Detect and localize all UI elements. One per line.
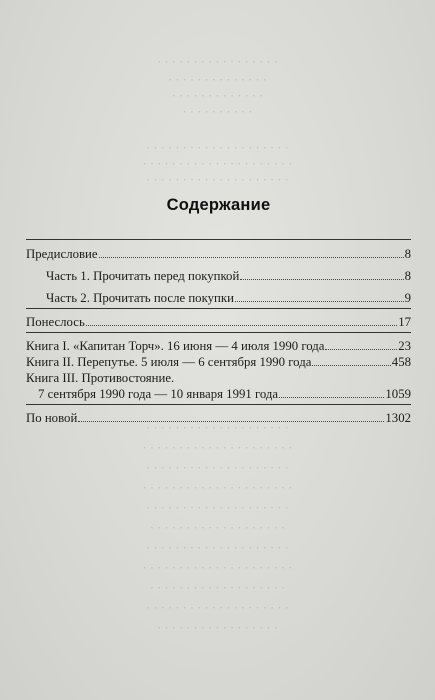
toc-entry-book1[interactable] [26, 338, 411, 354]
bleed-text: · · · · · · · · · · · · · · · · · · · · · [142, 481, 293, 495]
toc-entry-part2[interactable] [26, 290, 411, 306]
toc-entry-po-novoy[interactable] [26, 410, 411, 426]
leader-dots [86, 325, 397, 326]
bleed-text: · · · · · · · · · · · · · · · · · · · · [146, 541, 289, 555]
bleed-text: · · · · · · · · · · · · · · · · · · · · [146, 173, 289, 187]
toc-title: Содержание [166, 196, 271, 214]
table-of-contents [26, 196, 411, 426]
bleed-text: · · · · · · · · · · · · · · · · · · · [149, 581, 286, 595]
bleed-text: · · · · · · · · · · [182, 105, 253, 119]
bleed-text: · · · · · · · · · · · · · · · · · · · · [146, 601, 289, 615]
toc-entry-book2[interactable] [26, 354, 411, 370]
toc-entry-book3-title[interactable]: Книга III. Противостояние. [26, 371, 175, 385]
toc-entry-page: 1059 [385, 387, 411, 401]
toc-entry-preface[interactable] [26, 246, 411, 262]
toc-entry-page: 17 [398, 315, 411, 329]
toc-entry-label: Часть 1. Прочитать перед покупкой [46, 269, 240, 283]
toc-entry-ponneslos[interactable] [26, 314, 411, 330]
toc-entry-page: 8 [404, 247, 411, 261]
bleed-text: · · · · · · · · · · · · · · · · · · · · [146, 501, 289, 515]
toc-entry-page: 1302 [385, 411, 411, 425]
toc-entry-page: 9 [404, 291, 411, 305]
bleed-text: · · · · · · · · · · · · · · · · · · · · · [142, 441, 293, 455]
toc-entry-page: 458 [391, 355, 411, 369]
leader-dots [235, 301, 404, 302]
divider [26, 404, 411, 405]
bleed-text: · · · · · · · · · · · · · · · · · · · · [146, 421, 289, 435]
bleed-text: · · · · · · · · · · · · · · · · · [157, 621, 278, 635]
divider [26, 308, 411, 309]
toc-entry-label: 7 сентября 1990 года — 10 января 1991 года [38, 387, 279, 401]
toc-entry-label: Книга II. Перепутье. 5 июля — 6 сентября 1990 года [26, 355, 312, 369]
toc-entry-label: Часть 2. Прочитать после покупки [46, 291, 234, 305]
toc-entry-page: 8 [404, 269, 411, 283]
bleed-text: · · · · · · · · · · · · · · · · · · · · [146, 141, 289, 155]
toc-entry-label: Понеслось [26, 315, 85, 329]
bleed-text: · · · · · · · · · · · · · [171, 89, 264, 103]
leader-dots [99, 257, 404, 258]
leader-dots [325, 349, 397, 350]
bleed-text: · · · · · · · · · · · · · · [168, 73, 267, 87]
toc-entry-label: Книга I. «Капитан Торч». 16 июня — 4 июля 1990 года [26, 339, 325, 353]
leader-dots [240, 279, 403, 280]
toc-entry-part1[interactable] [26, 268, 411, 284]
bleed-text: · · · · · · · · · · · · · · · · · · · [149, 521, 286, 535]
toc-entry-page: 23 [398, 339, 411, 353]
bleed-text: · · · · · · · · · · · · · · · · · · · · [146, 461, 289, 475]
bleed-text: · · · · · · · · · · · · · · · · · · · · · [142, 157, 293, 171]
divider [26, 239, 411, 240]
bleed-text: · · · · · · · · · · · · · · · · · · · · · [142, 561, 293, 575]
toc-entry-book3[interactable] [26, 386, 411, 402]
bleed-text: · · · · · · · · · · · · · · · · · [157, 55, 278, 69]
toc-entry-label: Предисловие [26, 247, 98, 261]
leader-dots [279, 397, 384, 398]
leader-dots [312, 365, 390, 366]
leader-dots [78, 421, 384, 422]
toc-entry-label: По новой [26, 411, 78, 425]
divider [26, 332, 411, 333]
